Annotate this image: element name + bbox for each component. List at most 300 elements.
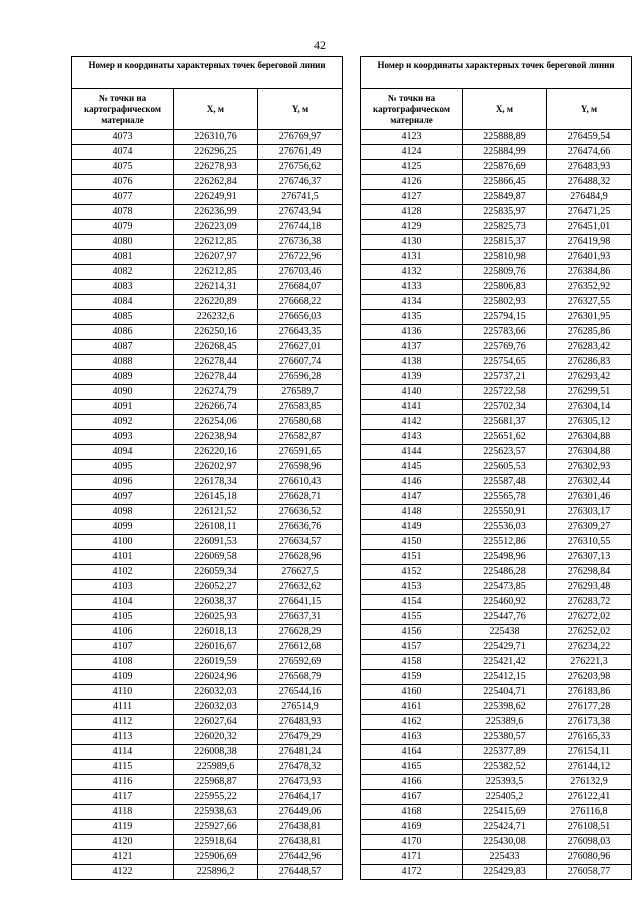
table-row — [361, 655, 632, 670]
cell-y-coordinate: 276304,88 — [547, 445, 632, 460]
table-row — [361, 415, 632, 430]
table-row — [72, 535, 343, 550]
cell-y-coordinate: 276484,9 — [547, 190, 632, 205]
cell-x-coordinate: 225888,89 — [463, 130, 547, 145]
table-row — [72, 265, 343, 280]
table-row — [361, 520, 632, 535]
cell-point-number: 4091 — [72, 400, 174, 415]
cell-y-coordinate: 276514,9 — [258, 700, 343, 715]
cell-point-number: 4118 — [72, 805, 174, 820]
cell-x-coordinate: 226278,44 — [174, 370, 258, 385]
table-row — [72, 715, 343, 730]
cell-y-coordinate: 276634,57 — [258, 535, 343, 550]
cell-y-coordinate: 276544,16 — [258, 685, 343, 700]
cell-x-coordinate: 225382,52 — [463, 760, 547, 775]
cell-x-coordinate: 226178,34 — [174, 475, 258, 490]
cell-x-coordinate: 226059,34 — [174, 565, 258, 580]
table-row — [361, 595, 632, 610]
cell-point-number: 4137 — [361, 340, 463, 355]
table-title: Номер и координаты характерных точек береговой линии — [72, 57, 343, 89]
cell-point-number: 4083 — [72, 280, 174, 295]
cell-x-coordinate: 225415,69 — [463, 805, 547, 820]
cell-y-coordinate: 276746,37 — [258, 175, 343, 190]
cell-y-coordinate: 276302,93 — [547, 460, 632, 475]
cell-point-number: 4086 — [72, 325, 174, 340]
cell-x-coordinate: 225876,69 — [463, 160, 547, 175]
cell-y-coordinate: 276307,13 — [547, 550, 632, 565]
cell-y-coordinate: 276736,38 — [258, 235, 343, 250]
cell-y-coordinate: 276173,38 — [547, 715, 632, 730]
cell-y-coordinate: 276116,8 — [547, 805, 632, 820]
table-row — [361, 730, 632, 745]
cell-y-coordinate: 276352,92 — [547, 280, 632, 295]
cell-point-number: 4095 — [72, 460, 174, 475]
cell-y-coordinate: 276769,97 — [258, 130, 343, 145]
table-row — [72, 175, 343, 190]
table-row — [361, 835, 632, 850]
table-body — [72, 130, 343, 880]
cell-y-coordinate: 276589,7 — [258, 385, 343, 400]
cell-x-coordinate: 226236,99 — [174, 205, 258, 220]
cell-x-coordinate: 225512,86 — [463, 535, 547, 550]
cell-point-number: 4131 — [361, 250, 463, 265]
cell-y-coordinate: 276401,93 — [547, 250, 632, 265]
cell-y-coordinate: 276592,69 — [258, 655, 343, 670]
cell-y-coordinate: 276483,93 — [547, 160, 632, 175]
cell-x-coordinate: 225651,62 — [463, 430, 547, 445]
cell-x-coordinate: 225737,21 — [463, 370, 547, 385]
cell-point-number: 4099 — [72, 520, 174, 535]
cell-y-coordinate: 276478,32 — [258, 760, 343, 775]
cell-point-number: 4122 — [72, 865, 174, 880]
cell-y-coordinate: 276636,76 — [258, 520, 343, 535]
table-row — [361, 565, 632, 580]
cell-y-coordinate: 276327,55 — [547, 295, 632, 310]
cell-point-number: 4138 — [361, 355, 463, 370]
cell-x-coordinate: 225810,98 — [463, 250, 547, 265]
cell-point-number: 4074 — [72, 145, 174, 160]
cell-point-number: 4145 — [361, 460, 463, 475]
cell-point-number: 4125 — [361, 160, 463, 175]
cell-x-coordinate: 225896,2 — [174, 865, 258, 880]
table-row — [361, 205, 632, 220]
column-header-y: Y, м — [258, 89, 343, 130]
cell-point-number: 4104 — [72, 595, 174, 610]
table-row — [361, 445, 632, 460]
cell-point-number: 4108 — [72, 655, 174, 670]
cell-point-number: 4124 — [361, 145, 463, 160]
cell-x-coordinate: 226250,16 — [174, 325, 258, 340]
cell-x-coordinate: 225460,92 — [463, 595, 547, 610]
table-row — [72, 745, 343, 760]
cell-x-coordinate: 225473,85 — [463, 580, 547, 595]
cell-point-number: 4147 — [361, 490, 463, 505]
cell-point-number: 4121 — [72, 850, 174, 865]
table-row — [72, 580, 343, 595]
table-row — [72, 235, 343, 250]
table-body — [361, 130, 632, 880]
table-row — [72, 130, 343, 145]
cell-point-number: 4107 — [72, 640, 174, 655]
table-row — [72, 865, 343, 880]
table-row — [72, 565, 343, 580]
cell-y-coordinate: 276302,44 — [547, 475, 632, 490]
cell-point-number: 4149 — [361, 520, 463, 535]
table-row — [361, 475, 632, 490]
table-row — [72, 520, 343, 535]
cell-y-coordinate: 276303,17 — [547, 505, 632, 520]
cell-y-coordinate: 276304,88 — [547, 430, 632, 445]
cell-x-coordinate: 225906,69 — [174, 850, 258, 865]
cell-point-number: 4080 — [72, 235, 174, 250]
table-row — [361, 670, 632, 685]
cell-x-coordinate: 226254,06 — [174, 415, 258, 430]
cell-x-coordinate: 225754,65 — [463, 355, 547, 370]
cell-point-number: 4130 — [361, 235, 463, 250]
cell-y-coordinate: 276144,12 — [547, 760, 632, 775]
cell-point-number: 4119 — [72, 820, 174, 835]
cell-point-number: 4166 — [361, 775, 463, 790]
table-row — [361, 220, 632, 235]
cell-point-number: 4092 — [72, 415, 174, 430]
cell-y-coordinate: 276568,79 — [258, 670, 343, 685]
cell-x-coordinate: 226220,16 — [174, 445, 258, 460]
cell-point-number: 4152 — [361, 565, 463, 580]
table-row — [72, 295, 343, 310]
cell-y-coordinate: 276488,32 — [547, 175, 632, 190]
cell-point-number: 4129 — [361, 220, 463, 235]
table-row — [72, 730, 343, 745]
cell-x-coordinate: 226296,25 — [174, 145, 258, 160]
cell-x-coordinate: 225587,48 — [463, 475, 547, 490]
cell-x-coordinate: 225835,97 — [463, 205, 547, 220]
cell-y-coordinate: 276286,83 — [547, 355, 632, 370]
cell-y-coordinate: 276221,3 — [547, 655, 632, 670]
cell-x-coordinate: 225565,78 — [463, 490, 547, 505]
table-row — [361, 460, 632, 475]
cell-x-coordinate: 226220,89 — [174, 295, 258, 310]
cell-point-number: 4077 — [72, 190, 174, 205]
cell-y-coordinate: 276283,42 — [547, 340, 632, 355]
cell-point-number: 4162 — [361, 715, 463, 730]
cell-y-coordinate: 276479,29 — [258, 730, 343, 745]
cell-x-coordinate: 225681,37 — [463, 415, 547, 430]
table-row — [361, 385, 632, 400]
cell-x-coordinate: 225722,58 — [463, 385, 547, 400]
cell-y-coordinate: 276596,28 — [258, 370, 343, 385]
cell-point-number: 4127 — [361, 190, 463, 205]
table-row — [361, 745, 632, 760]
cell-x-coordinate: 226249,91 — [174, 190, 258, 205]
table-row — [72, 250, 343, 265]
cell-x-coordinate: 225783,66 — [463, 325, 547, 340]
cell-x-coordinate: 226278,93 — [174, 160, 258, 175]
cell-y-coordinate: 276481,24 — [258, 745, 343, 760]
cell-x-coordinate: 226008,38 — [174, 745, 258, 760]
cell-x-coordinate: 226024,96 — [174, 670, 258, 685]
cell-x-coordinate: 226238,94 — [174, 430, 258, 445]
cell-y-coordinate: 276668,22 — [258, 295, 343, 310]
cell-point-number: 4079 — [72, 220, 174, 235]
cell-y-coordinate: 276582,87 — [258, 430, 343, 445]
cell-x-coordinate: 225815,37 — [463, 235, 547, 250]
table-row — [361, 535, 632, 550]
cell-point-number: 4081 — [72, 250, 174, 265]
cell-y-coordinate: 276301,95 — [547, 310, 632, 325]
column-header-x: X, м — [174, 89, 258, 130]
cell-y-coordinate: 276756,62 — [258, 160, 343, 175]
cell-x-coordinate: 226214,31 — [174, 280, 258, 295]
cell-x-coordinate: 226262,84 — [174, 175, 258, 190]
table-row — [361, 370, 632, 385]
table-row — [72, 460, 343, 475]
cell-point-number: 4139 — [361, 370, 463, 385]
cell-x-coordinate: 226268,45 — [174, 340, 258, 355]
table-row — [72, 445, 343, 460]
cell-point-number: 4100 — [72, 535, 174, 550]
cell-x-coordinate: 226207,97 — [174, 250, 258, 265]
table-row — [72, 220, 343, 235]
cell-x-coordinate: 225393,5 — [463, 775, 547, 790]
cell-x-coordinate: 226032,03 — [174, 700, 258, 715]
column-header-y: Y, м — [547, 89, 632, 130]
cell-y-coordinate: 276722,96 — [258, 250, 343, 265]
table-row — [72, 760, 343, 775]
cell-y-coordinate: 276637,31 — [258, 610, 343, 625]
table-row — [361, 430, 632, 445]
table-row — [72, 385, 343, 400]
cell-x-coordinate: 226274,79 — [174, 385, 258, 400]
column-header-point: № точки на картографическом материале — [361, 89, 463, 130]
cell-x-coordinate: 225927,66 — [174, 820, 258, 835]
table-row — [361, 400, 632, 415]
cell-x-coordinate: 225989,6 — [174, 760, 258, 775]
cell-point-number: 4105 — [72, 610, 174, 625]
cell-y-coordinate: 276293,48 — [547, 580, 632, 595]
table-row — [72, 835, 343, 850]
cell-x-coordinate: 225429,71 — [463, 640, 547, 655]
cell-y-coordinate: 276419,98 — [547, 235, 632, 250]
table-row — [72, 280, 343, 295]
coordinates-table-left — [71, 56, 343, 880]
coordinates-table-right — [360, 56, 632, 880]
cell-x-coordinate: 225769,76 — [463, 340, 547, 355]
cell-x-coordinate: 226145,18 — [174, 490, 258, 505]
table-row — [72, 160, 343, 175]
cell-x-coordinate: 226032,03 — [174, 685, 258, 700]
table-row — [361, 700, 632, 715]
table-title: Номер и координаты характерных точек береговой линии — [361, 57, 632, 89]
cell-point-number: 4117 — [72, 790, 174, 805]
table-row — [361, 640, 632, 655]
cell-y-coordinate: 276636,52 — [258, 505, 343, 520]
cell-x-coordinate: 226069,58 — [174, 550, 258, 565]
cell-point-number: 4159 — [361, 670, 463, 685]
table-row — [361, 235, 632, 250]
table-row — [361, 160, 632, 175]
cell-point-number: 4167 — [361, 790, 463, 805]
cell-y-coordinate: 276471,25 — [547, 205, 632, 220]
cell-y-coordinate: 276272,02 — [547, 610, 632, 625]
cell-y-coordinate: 276451,01 — [547, 220, 632, 235]
cell-y-coordinate: 276703,46 — [258, 265, 343, 280]
cell-x-coordinate: 226108,11 — [174, 520, 258, 535]
cell-x-coordinate: 225968,87 — [174, 775, 258, 790]
cell-x-coordinate: 225498,96 — [463, 550, 547, 565]
cell-x-coordinate: 226038,37 — [174, 595, 258, 610]
table-row — [72, 805, 343, 820]
table-row — [72, 145, 343, 160]
cell-y-coordinate: 276285,86 — [547, 325, 632, 340]
table-row — [72, 325, 343, 340]
table-row — [361, 130, 632, 145]
cell-point-number: 4165 — [361, 760, 463, 775]
table-row — [72, 490, 343, 505]
cell-x-coordinate: 225486,28 — [463, 565, 547, 580]
cell-x-coordinate: 225377,89 — [463, 745, 547, 760]
cell-y-coordinate: 276305,12 — [547, 415, 632, 430]
cell-x-coordinate: 225536,03 — [463, 520, 547, 535]
cell-y-coordinate: 276612,68 — [258, 640, 343, 655]
table-row — [361, 250, 632, 265]
cell-y-coordinate: 276098,03 — [547, 835, 632, 850]
cell-point-number: 4161 — [361, 700, 463, 715]
cell-y-coordinate: 276632,62 — [258, 580, 343, 595]
table-row — [361, 715, 632, 730]
table-row — [361, 295, 632, 310]
cell-point-number: 4150 — [361, 535, 463, 550]
cell-point-number: 4169 — [361, 820, 463, 835]
cell-y-coordinate: 276473,93 — [258, 775, 343, 790]
cell-x-coordinate: 225421,42 — [463, 655, 547, 670]
cell-y-coordinate: 276132,9 — [547, 775, 632, 790]
cell-point-number: 4142 — [361, 415, 463, 430]
table-row — [72, 685, 343, 700]
cell-x-coordinate: 225404,71 — [463, 685, 547, 700]
table-row — [361, 145, 632, 160]
table-row — [361, 610, 632, 625]
cell-point-number: 4078 — [72, 205, 174, 220]
table-row — [361, 265, 632, 280]
cell-x-coordinate: 226020,32 — [174, 730, 258, 745]
cell-point-number: 4089 — [72, 370, 174, 385]
cell-y-coordinate: 276580,68 — [258, 415, 343, 430]
cell-y-coordinate: 276154,11 — [547, 745, 632, 760]
cell-y-coordinate: 276165,33 — [547, 730, 632, 745]
cell-point-number: 4168 — [361, 805, 463, 820]
cell-point-number: 4160 — [361, 685, 463, 700]
table-row — [72, 820, 343, 835]
cell-y-coordinate: 276583,85 — [258, 400, 343, 415]
table-row — [72, 775, 343, 790]
cell-point-number: 4096 — [72, 475, 174, 490]
cell-point-number: 4163 — [361, 730, 463, 745]
cell-y-coordinate: 276607,74 — [258, 355, 343, 370]
table-row — [361, 865, 632, 880]
cell-y-coordinate: 276122,41 — [547, 790, 632, 805]
cell-point-number: 4135 — [361, 310, 463, 325]
table-row — [72, 475, 343, 490]
cell-x-coordinate: 225849,87 — [463, 190, 547, 205]
cell-x-coordinate: 225825,73 — [463, 220, 547, 235]
cell-point-number: 4094 — [72, 445, 174, 460]
cell-x-coordinate: 225884,99 — [463, 145, 547, 160]
cell-y-coordinate: 276643,35 — [258, 325, 343, 340]
cell-y-coordinate: 276298,84 — [547, 565, 632, 580]
cell-y-coordinate: 276304,14 — [547, 400, 632, 415]
cell-y-coordinate: 276183,86 — [547, 685, 632, 700]
cell-x-coordinate: 225623,57 — [463, 445, 547, 460]
cell-point-number: 4109 — [72, 670, 174, 685]
cell-point-number: 4136 — [361, 325, 463, 340]
cell-y-coordinate: 276384,86 — [547, 265, 632, 280]
table-row — [72, 355, 343, 370]
cell-y-coordinate: 276438,81 — [258, 835, 343, 850]
cell-y-coordinate: 276301,46 — [547, 490, 632, 505]
cell-y-coordinate: 276080,96 — [547, 850, 632, 865]
table-row — [361, 580, 632, 595]
cell-x-coordinate: 225405,2 — [463, 790, 547, 805]
cell-point-number: 4151 — [361, 550, 463, 565]
cell-point-number: 4155 — [361, 610, 463, 625]
cell-point-number: 4158 — [361, 655, 463, 670]
cell-point-number: 4133 — [361, 280, 463, 295]
cell-y-coordinate: 276761,49 — [258, 145, 343, 160]
cell-y-coordinate: 276449,06 — [258, 805, 343, 820]
table-row — [72, 640, 343, 655]
cell-y-coordinate: 276743,94 — [258, 205, 343, 220]
column-header-x: X, м — [463, 89, 547, 130]
cell-y-coordinate: 276744,18 — [258, 220, 343, 235]
cell-y-coordinate: 276627,5 — [258, 565, 343, 580]
cell-point-number: 4075 — [72, 160, 174, 175]
cell-y-coordinate: 276656,03 — [258, 310, 343, 325]
cell-x-coordinate: 225389,6 — [463, 715, 547, 730]
table-row — [72, 595, 343, 610]
table-row — [72, 790, 343, 805]
table-row — [72, 505, 343, 520]
cell-point-number: 4106 — [72, 625, 174, 640]
table-row — [72, 415, 343, 430]
cell-point-number: 4097 — [72, 490, 174, 505]
cell-y-coordinate: 276628,29 — [258, 625, 343, 640]
cell-point-number: 4171 — [361, 850, 463, 865]
table-row — [72, 610, 343, 625]
cell-x-coordinate: 225429,83 — [463, 865, 547, 880]
cell-point-number: 4111 — [72, 700, 174, 715]
cell-x-coordinate: 226025,93 — [174, 610, 258, 625]
cell-x-coordinate: 226121,52 — [174, 505, 258, 520]
cell-y-coordinate: 276464,17 — [258, 790, 343, 805]
table-row — [72, 190, 343, 205]
cell-point-number: 4170 — [361, 835, 463, 850]
cell-y-coordinate: 276483,93 — [258, 715, 343, 730]
cell-y-coordinate: 276058,77 — [547, 865, 632, 880]
cell-point-number: 4123 — [361, 130, 463, 145]
table-row — [361, 490, 632, 505]
table-row — [72, 700, 343, 715]
cell-y-coordinate: 276628,71 — [258, 490, 343, 505]
table-row — [72, 850, 343, 865]
cell-point-number: 4076 — [72, 175, 174, 190]
table-row — [361, 175, 632, 190]
cell-x-coordinate: 225447,76 — [463, 610, 547, 625]
cell-point-number: 4090 — [72, 385, 174, 400]
cell-y-coordinate: 276610,43 — [258, 475, 343, 490]
page-number: 42 — [314, 38, 326, 52]
table-row — [361, 190, 632, 205]
cell-point-number: 4132 — [361, 265, 463, 280]
